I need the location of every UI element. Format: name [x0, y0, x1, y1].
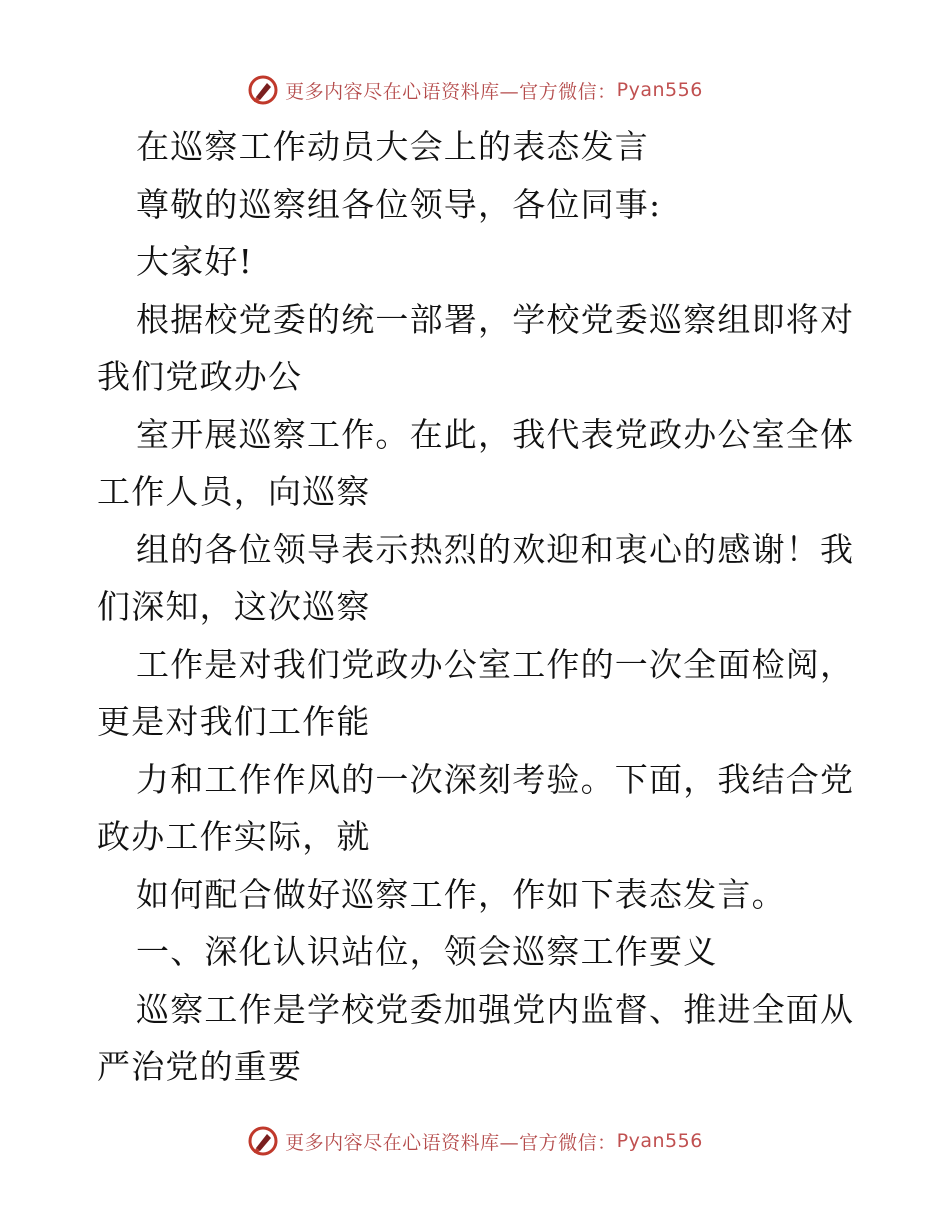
paragraph-line: 工作是对我们党政办公室工作的一次全面检阅，	[136, 644, 855, 684]
footer-banner-text: 更多内容尽在心语资料库—官方微信：	[285, 1131, 617, 1154]
footer-banner	[0, 1121, 950, 1161]
greeting: 大家好!	[136, 242, 254, 281]
paragraph-line: 工作人员，向巡察	[97, 472, 371, 511]
paragraph-line: 严治党的重要	[97, 1047, 303, 1086]
paragraph-line: 根据校党委的统一部署，学校党委巡察组即将对	[136, 299, 855, 339]
section-heading: 一、深化认识站位，领会巡察工作要义	[136, 932, 718, 971]
header-banner-text: 更多内容尽在心语资料库—官方微信：	[285, 80, 617, 103]
paragraph-line: 更是对我们工作能	[97, 702, 371, 741]
pen-logo-icon	[247, 1125, 279, 1157]
document-title: 在巡察工作动员大会上的表态发言	[136, 127, 649, 166]
paragraph-line: 我们党政办公	[97, 357, 303, 396]
paragraph-line: 组的各位领导表示热烈的欢迎和衷心的感谢！我	[136, 529, 855, 569]
paragraph-line: 巡察工作是学校党委加强党内监督、推进全面从	[136, 989, 855, 1029]
paragraph-line: 室开展巡察工作。在此，我代表党政办公室全体	[136, 414, 855, 454]
paragraph-line: 们深知，这次巡察	[97, 587, 371, 626]
paragraph-line: 政办工作实际，就	[97, 817, 371, 856]
paragraph-line: 力和工作作风的一次深刻考验。下面，我结合党	[136, 759, 855, 799]
paragraph-line: 如何配合做好巡察工作，作如下表态发言。	[136, 874, 786, 914]
pen-logo-icon	[247, 74, 279, 106]
document-body	[97, 118, 857, 1096]
header-banner	[0, 70, 950, 110]
footer-wechat-id: Pyan556	[616, 1130, 703, 1152]
salutation: 尊敬的巡察组各位领导，各位同事:	[136, 184, 662, 224]
header-wechat-id: Pyan556	[616, 79, 703, 101]
